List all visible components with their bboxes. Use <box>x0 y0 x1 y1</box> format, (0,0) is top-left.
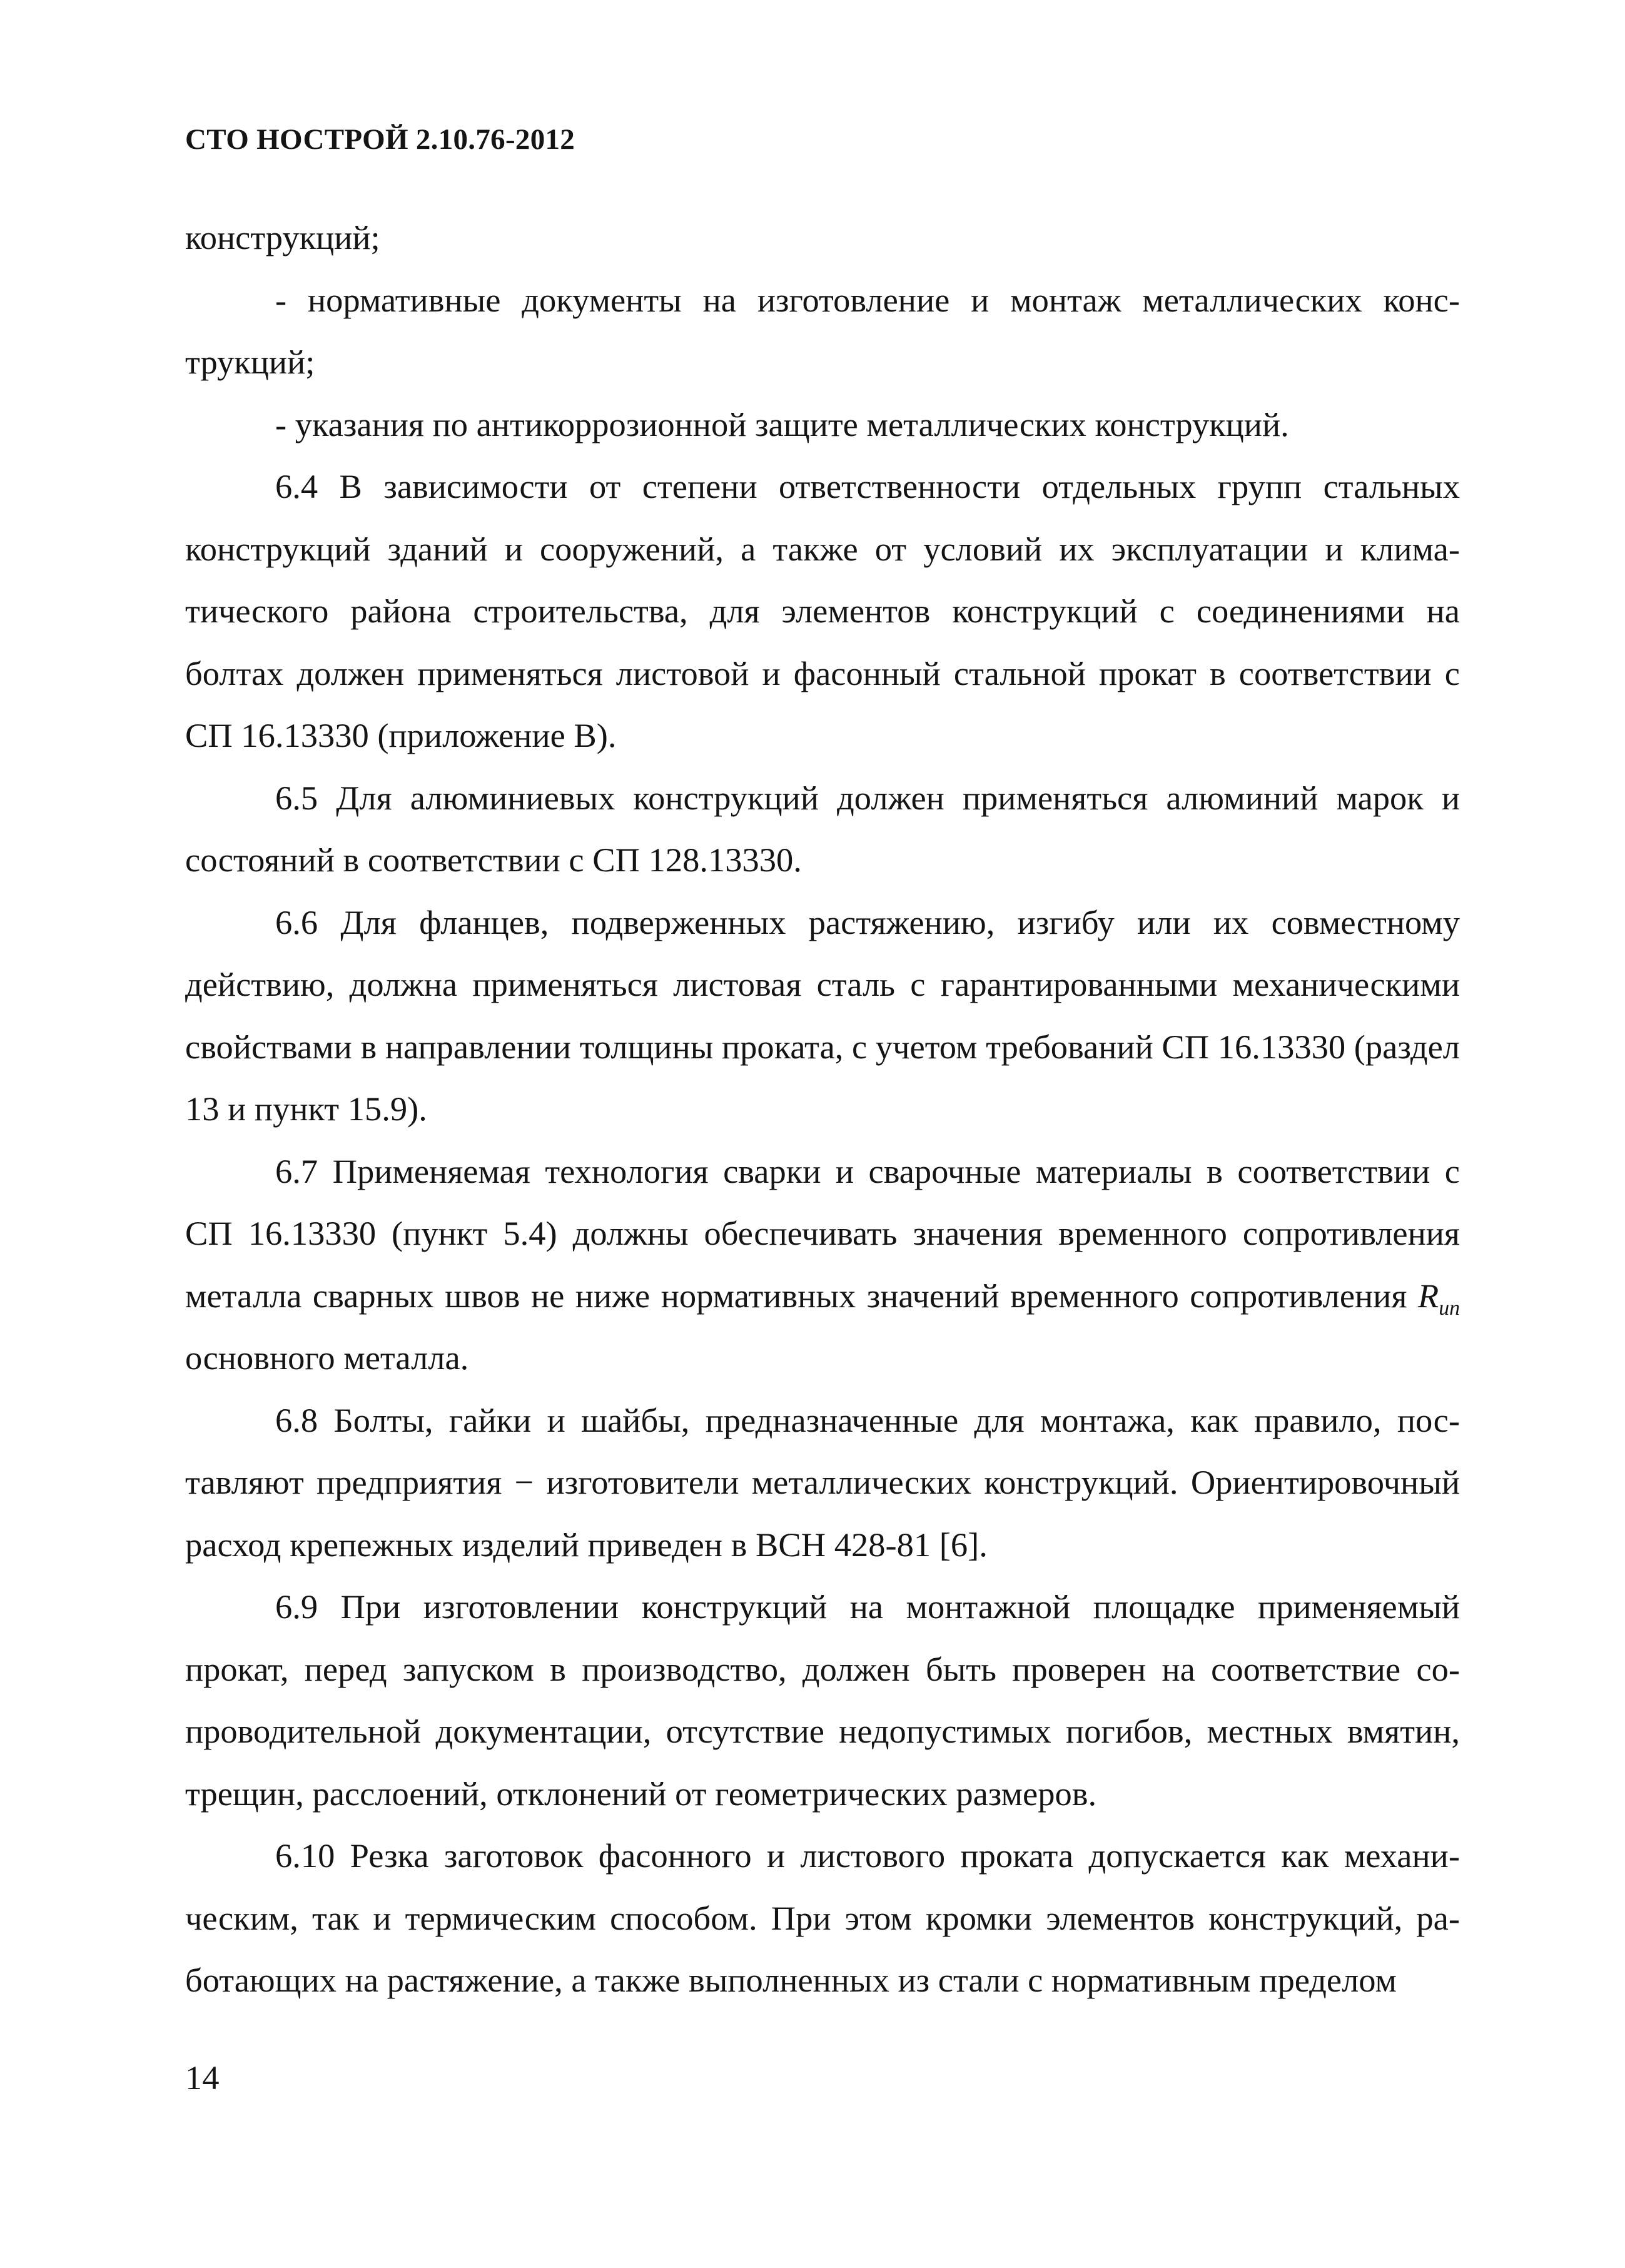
variable-subscript-un: un <box>1439 1296 1460 1320</box>
paragraph-6-10: 6.10 Резка заготовок фасонного и листового проката допускается как механическим, так и термическим способом. При этом кромки элементов конструкций, работающих на растяжение, а также выполненных из стали с нормативным пределом <box>185 1836 1460 1999</box>
paragraph-6-7 <box>185 1140 1460 1389</box>
paragraph-6-4: 6.4 В зависимости от степени ответственности отдельных групп стальных конструкций зданий и сооружений, а также от условий их эксплуатации и климатического района строительства, для элементов конструкций с соединениями на болтах должен применяться листовой и фасонный стальной прокат в соответствии с СП 16.13330 (приложение В). <box>185 467 1460 754</box>
variable-r-un <box>1417 1276 1460 1320</box>
page-number: 14 <box>185 2058 220 2097</box>
paragraph-6-7-text: 6.7 Применяемая технология сварки и сварочные материалы в соответствии с СП 16.13330 (пункт 5.4) должны обеспечивать значения временного сопротивления металла сварных швов не ниже нормативных значений временного сопротивления <box>185 1152 1460 1315</box>
paragraph-6-8: 6.8 Болты, гайки и шайбы, предназначенные для монтажа, как правило, поставляют предприятия − изготовители металлических конструкций. Ориентировочный расход крепежных изделий приведен в ВСН 428-81 [6]. <box>185 1400 1460 1564</box>
paragraph-6-5: 6.5 Для алюминиевых конструкций должен применяться алюминий марок и состояний в соответствии с СП 128.13330. <box>185 778 1460 879</box>
list-item-anticorrosion: - указания по антикоррозионной защите металлических конструкций. <box>275 405 1289 443</box>
paragraph-6-6: 6.6 Для фланцев, подверженных растяжению, изгибу или их совместному действию, должна применяться листовая сталь с гарантированными механическими свойствами в направлении толщины проката, с учетом требований СП 16.13330 (раздел 13 и пункт 15.9). <box>185 903 1460 1128</box>
document-body <box>185 206 1460 2012</box>
paragraph-continuation: конструкций; <box>185 218 380 256</box>
paragraph-6-9: 6.9 При изготовлении конструкций на монтажной площадке применяемый прокат, перед запуском в производство, должен быть проверен на соответствие сопроводительной документации, отсутствие недопустимых погибов, местных вмятин, трещин, расслоений, отклонений от геометрических размеров. <box>185 1587 1460 1813</box>
variable-r: R <box>1417 1276 1439 1315</box>
paragraph-6-7-tail: основного металла. <box>185 1339 469 1377</box>
standard-code-header: СТО НОСТРОЙ 2.10.76-2012 <box>185 123 575 156</box>
list-item-normative-documents: - нормативные документы на изготовление и монтаж металлических конструкций; <box>185 280 1460 381</box>
